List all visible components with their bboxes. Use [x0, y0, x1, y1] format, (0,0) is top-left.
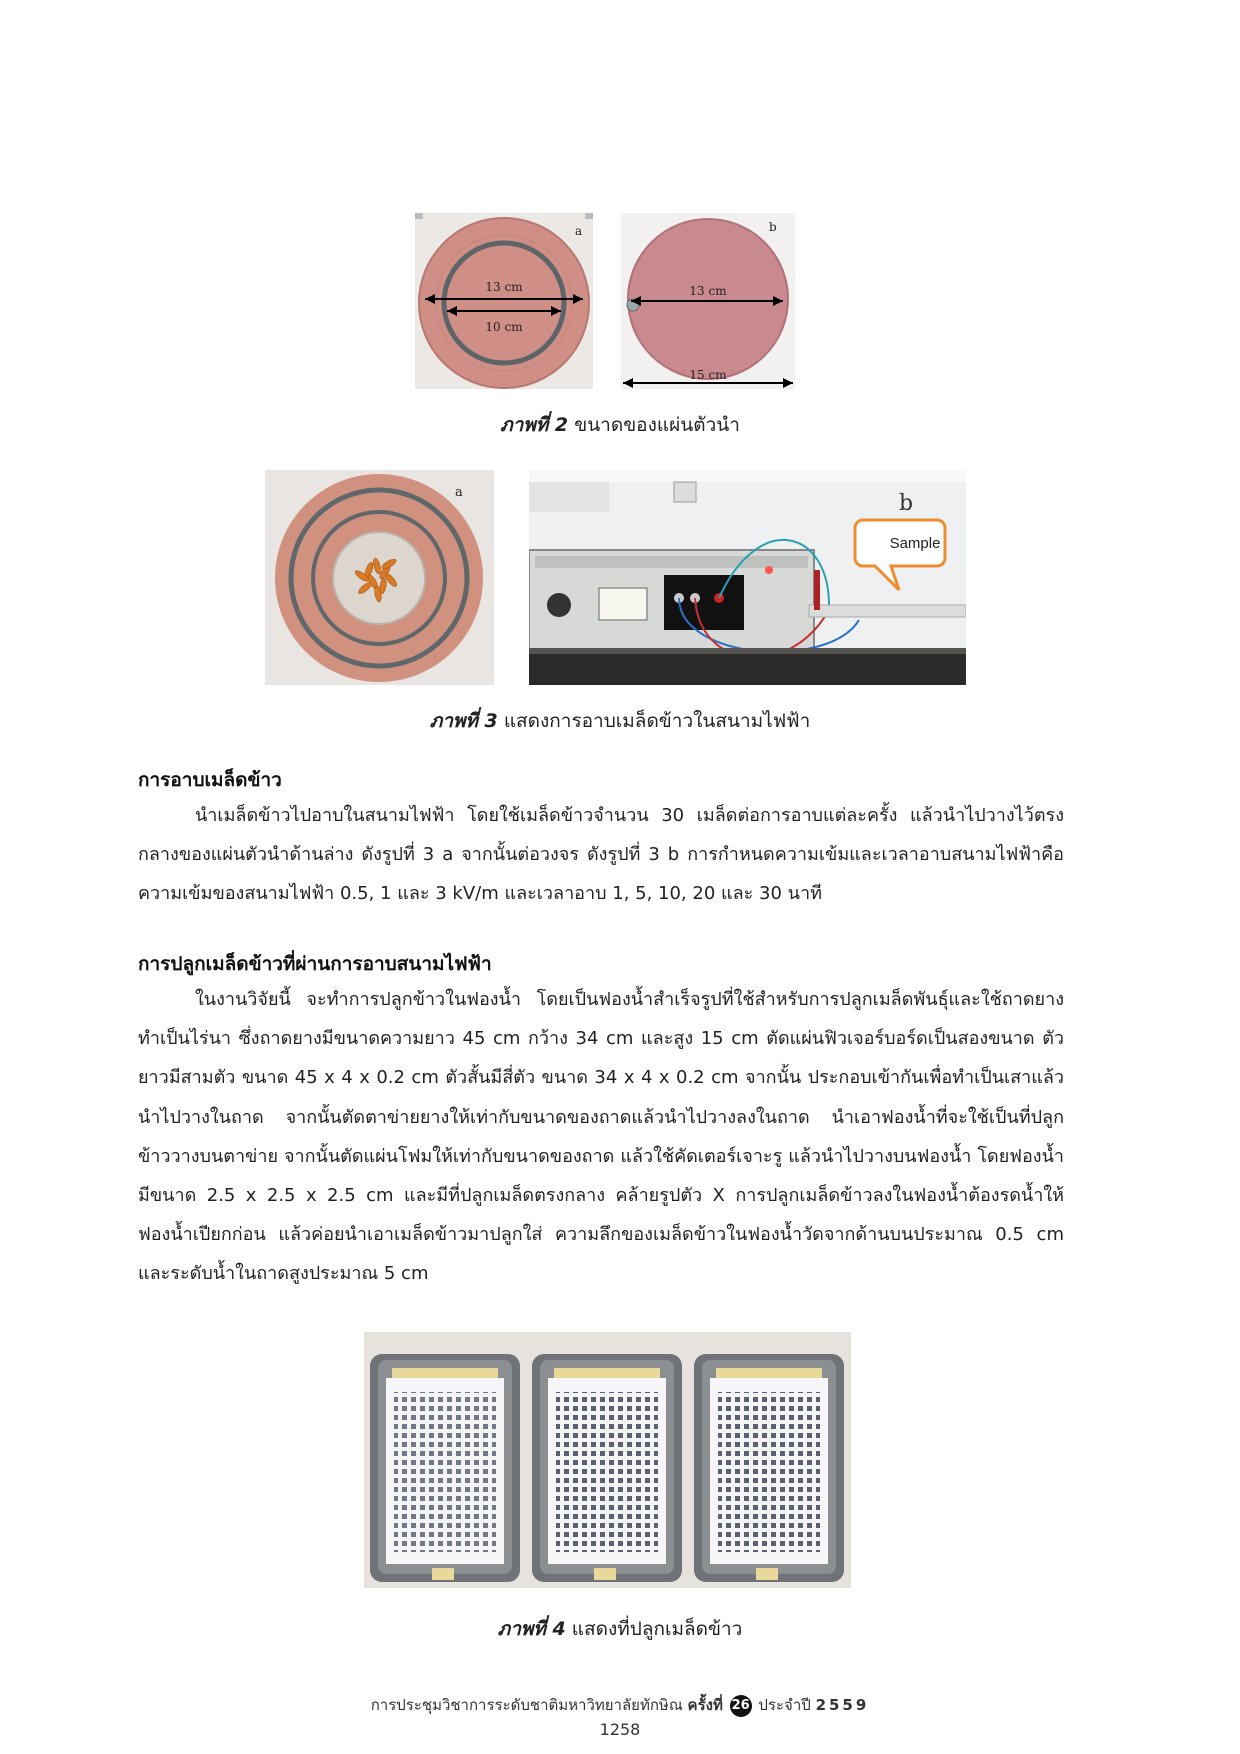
- sponge-grid-3: [718, 1392, 820, 1552]
- footer-year: 2559: [815, 1696, 870, 1714]
- fig2b-diameter-label: 13 cm: [689, 284, 727, 298]
- figure-3-caption-label: ภาพที่ 3: [429, 710, 498, 732]
- figure-4-caption-text: แสดงที่ปลูกเมล็ดข้าว: [571, 1618, 743, 1640]
- figure-2-caption-label: ภาพที่ 2: [500, 414, 569, 436]
- figure-2b-photo: [621, 213, 795, 389]
- conference-footer: [0, 1693, 1240, 1717]
- fig2b-bottom-label: 15 cm: [689, 368, 727, 382]
- sponge-grid-1: [394, 1392, 496, 1552]
- footer-bold: ครั้งที่: [687, 1696, 723, 1714]
- section-heading-rice-planting: การปลูกเมล็ดข้าวที่ผ่านการอาบสนามไฟฟ้า: [138, 953, 492, 975]
- page-number: 1258: [599, 1720, 641, 1739]
- sponge-grid-2: [556, 1392, 658, 1552]
- conductor-plate-ring-illustration: [415, 213, 593, 389]
- figure-4-caption-label: ภาพที่ 4: [497, 1618, 566, 1640]
- footer-suffix: ประจำปี: [758, 1696, 811, 1714]
- fig3b-letter: b: [899, 491, 914, 516]
- section-paragraph-rice-planting: ในงานวิจัยนี้ จะทำการปลูกข้าวในฟองน้ำ โดยเป็นฟองน้ำสำเร็จรูปที่ใช้สำหรับการปลูกเมล็ดพันธุ์และใช้ถาดยางทำเป็นไร่นา ซึ่งถาดยางมีขนาดความยาว 45 cm กว้าง 34 cm และสูง 15 cm ตัดแผ่นฟิวเจอร์บอร์ดเป็นสองขนาด ตัวยาวมีสามตัว ขนาด 45 x 4 x 0.2 cm ตัวสั้นมีสี่ตัว ขนาด 34 x 4 x 0.2 cm จากนั้น ประกอบเข้ากันเพื่อทำเป็นเสาแล้วนำไปวางในถาด จากนั้นตัดตาข่ายยางให้เท่ากับขนาดของถาดแล้วนำไปวางลงในถาด นำเอาฟองน้ำที่จะใช้เป็นที่ปลูกข้าววางบนตาข่าย จากนั้นตัดแผ่นโฟมให้เท่ากับขนาดของถาด แล้วใช้คัดเตอร์เจาะรู แล้วนำไปวางบนฟองน้ำ โดยฟองน้ำมีขนาด 2.5 x 2.5 x 2.5 cm และมีที่ปลูกเมล็ดตรงกลาง คล้ายรูปตัว X การปลูกเมล็ดข้าวลงในฟองน้ำต้องรดน้ำให้ฟองน้ำเปียกก่อน แล้วค่อยนำเอาเมล็ดข้าวมาปลูกใส่ ความลึกของเมล็ดข้าวในฟองน้ำวัดจากด้านบนประมาณ 0.5 cm และระดับน้ำในถาดสูงประมาณ 5 cm: [138, 989, 1064, 1285]
- figure-4-photo: [364, 1332, 851, 1588]
- figure-2-caption: [0, 410, 1240, 440]
- figure-3-caption-text: แสดงการอาบเมล็ดข้าวในสนามไฟฟ้า: [503, 710, 811, 732]
- fig2a-letter: a: [575, 224, 583, 238]
- section-paragraph-rice-exposure: นำเมล็ดข้าวไปอาบในสนามไฟฟ้า โดยใช้เมล็ดข้าวจำนวน 30 เมล็ดต่อการอาบแต่ละครั้ง แล้วนำไปวางไว้ตรงกลางของแผ่นตัวนำด้านล่าง ดังรูปที่ 3 a จากนั้นต่อวงจร ดังรูปที่ 3 b การกำหนดความเข้มและเวลาอาบสนามไฟฟ้าคือ ความเข้มของสนามไฟฟ้า 0.5, 1 และ 3 kV/m และเวลาอาบ 1, 5, 10, 20 และ 30 นาที: [138, 805, 1064, 905]
- fig2b-letter: b: [769, 220, 777, 234]
- electric-field-setup-illustration: [529, 470, 966, 685]
- figure-2-caption-text: ขนาดของแผ่นตัวนำ: [574, 414, 740, 436]
- section-heading-rice-exposure: การอาบเมล็ดข้าว: [138, 769, 282, 791]
- sample-callout: Sample: [889, 535, 941, 552]
- planting-trays-illustration: [364, 1332, 851, 1588]
- conductor-plate-disc-illustration: [621, 213, 795, 389]
- rice-on-plate-illustration: [265, 470, 494, 685]
- figure-3b-photo: [529, 470, 966, 685]
- footer-edition-badge: 26: [730, 1695, 752, 1717]
- figure-4-caption: [0, 1614, 1240, 1644]
- figure-3-caption: [0, 706, 1240, 736]
- fig3a-letter: a: [455, 485, 463, 500]
- figure-3a-photo: [265, 470, 494, 685]
- footer-prefix: การประชุมวิชาการระดับชาติมหาวิทยาลัยทักษิณ: [370, 1696, 683, 1714]
- fig2a-inner-label: 10 cm: [485, 320, 523, 334]
- figure-2a-photo: [415, 213, 593, 389]
- fig2a-outer-label: 13 cm: [485, 280, 523, 294]
